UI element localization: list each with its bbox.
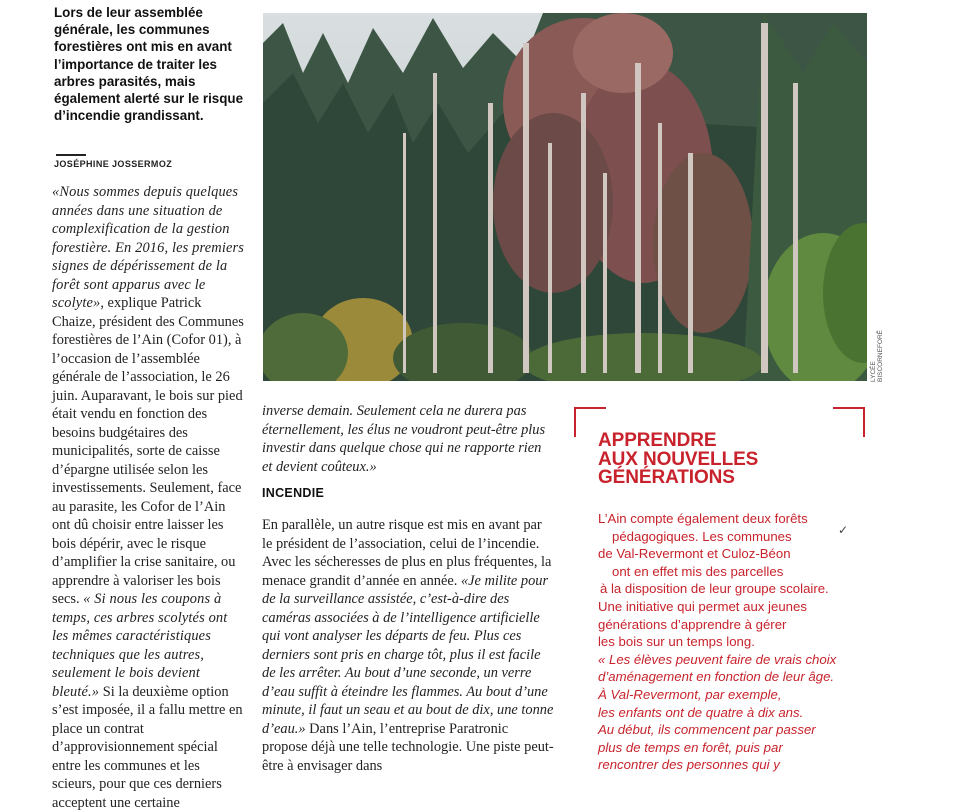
sidebar-line: Une initiative qui permet aux jeunes: [598, 598, 807, 614]
forest-illustration: [263, 13, 867, 381]
sidebar-quote-text: rencontrer des personnes qui y: [598, 757, 780, 773]
photo-credit: LYCÉE BISCORNEFORÊ: [870, 329, 884, 382]
middle-column-continuation: [262, 402, 555, 476]
sidebar-quote-line: [598, 668, 868, 686]
surveillance-quote: «Je milite pour de la surveillance assistée, c’est-à-dire des caméras associées à de l’intelligence artificielle qui vont analyser les départs de feu. Plus ces derniers sont pris en charge tôt, plus il est facile de les arrêter. Au bout d’une seconde, un verre d’eau suffit à éteindre les flammes. Au bout d’une minute, il faut un seau et au bout de dix, une tonne d’eau.»: [262, 572, 554, 737]
handwritten-check-mark-icon: ✓: [838, 523, 849, 537]
sidebar-quote-text: plus de temps en forêt, puis par: [598, 739, 783, 755]
left-paragraph: [52, 183, 244, 812]
author-byline: JOSÉPHINE JOSSERMOZ: [54, 159, 173, 169]
opening-quote: «Nous sommes depuis quelques années dans une situation de complexification de la gestion forestière. En 2016, les premiers signes de dépérissement de la forêt sont apparus avec le scolyte»: [52, 184, 244, 311]
sidebar-quote-text: « Les élèves peuvent faire de vrais choix: [598, 651, 837, 667]
sidebar-line: les bois sur un temps long.: [598, 634, 755, 650]
sidebar-line: L’Ain compte également deux forêts: [598, 511, 808, 526]
scolyte-quote: « Si nous les coupons à temps, ces arbres scolytés ont les mêmes caractéristiques techniques que les autres, seulement le bois devient bleuté.»: [52, 591, 228, 700]
article-lede: Lors de leur assemblée générale, les communes forestières ont mis en avant l’importance de traiter les arbres parasités, mais également alerté sur le risque d’incendie grandissant.: [54, 5, 244, 124]
incendie-text-1: En parallèle, un autre risque est mis en avant par le président de l’association, celui de l’incendie. Avec les sécheresses de plus en plus fréquentes, la menace grandit d’année en année.: [262, 517, 552, 589]
left-column-body: [52, 183, 244, 812]
sidebar-title: [598, 432, 848, 488]
sidebar-line: pédagogiques. Les communes: [612, 528, 792, 544]
middle-column-body: [262, 516, 554, 775]
sidebar-quote-line: [598, 756, 868, 774]
sidebar-quote-text: d’aménagement en fonction de leur âge.: [598, 669, 835, 685]
lede-divider: [56, 154, 86, 156]
incendie-paragraph: [262, 516, 554, 775]
sidebar-line: générations d’apprendre à gérer: [598, 616, 787, 632]
incendie-text-2: Dans l’Ain, l’entreprise Paratronic propose déjà une telle technologie. Une piste peut-être à envisager dans: [262, 720, 554, 774]
sidebar-title-line: AUX NOUVELLES: [598, 448, 759, 470]
left-text-2: Si la deuxième option s’est imposée, il a fallu mettre en place un contrat d’approvisionnement spécial entre les communes et les scieurs, pour que ces derniers acceptent une certaine: [52, 683, 243, 811]
sidebar-quote-line: [598, 704, 868, 722]
sidebar-quote-line: [598, 739, 868, 757]
sidebar-line: à la disposition de leur groupe scolaire.: [600, 581, 829, 597]
sidebar-title-line: APPRENDRE: [598, 430, 717, 451]
sidebar-body: [598, 510, 868, 774]
sidebar-quote-text: À Val-Revermont, par exemple,: [598, 686, 782, 702]
forest-photo: [263, 13, 867, 381]
sidebar-quote-line: [598, 651, 868, 669]
middle-quote-continuation: [262, 402, 555, 476]
sidebar-quote-line: [598, 686, 868, 704]
sidebar-quote-text: Au début, ils commencent par passer: [598, 722, 816, 738]
sidebar-title-line: GÉNÉRATIONS: [598, 467, 735, 488]
continued-quote: inverse demain. Seulement cela ne durera pas éternellement, les élus ne voudront peut-être plus investir dans quelque chose qui ne rapporte rien et devient coûteux.»: [262, 403, 546, 475]
sidebar-quote-line: [598, 721, 868, 739]
sidebar-line: de Val-Revermont et Culoz-Béon: [598, 546, 791, 562]
left-text-1: , explique Patrick Chaize, président des Communes forestières de l’Ain (Cofor 01), à l’occasion de l’assemblée générale de l’association, le 26 juin. Auparavant, le bois sur pied était vendu en fonction des besoins budgétaires des municipalités, sorte de caisse d’épargne utilisée selon les investissements. Seulement, face au parasite, les Cofor de l’Ain ont dû choisir entre laisser les bois dépérir, avec le risque d’amplifier la crise sanitaire, ou apprendre à valoriser les bois secs.: [52, 295, 244, 607]
sidebar-quote-text: les enfants ont de quatre à dix ans.: [598, 704, 804, 720]
sidebar-line: ont en effet mis des parcelles: [612, 563, 784, 579]
section-heading-incendie: INCENDIE: [262, 486, 325, 500]
